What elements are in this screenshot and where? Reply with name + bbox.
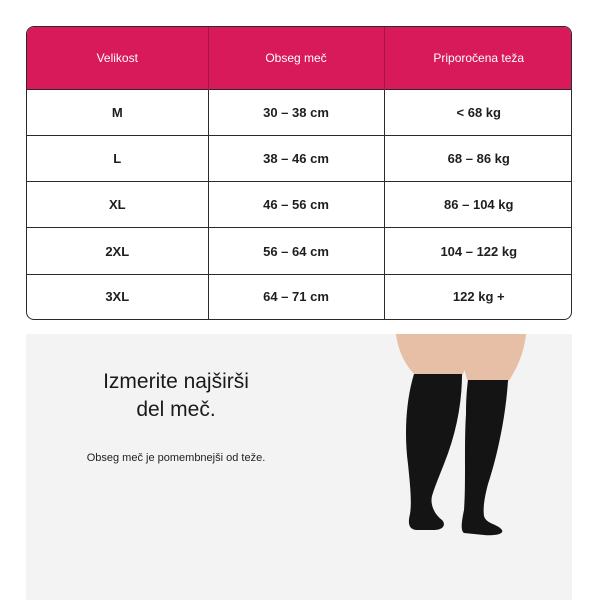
circumference-cell: 64 – 71 cm [208, 274, 384, 319]
back-leg-skin [460, 334, 526, 382]
headline-line-2: del meč. [136, 398, 216, 421]
weight-cell: 122 kg + [384, 274, 572, 319]
table-row [27, 274, 572, 319]
circumference-cell: 56 – 64 cm [208, 228, 384, 274]
weight-cell: 104 – 122 kg [384, 228, 572, 274]
weight-cell: 86 – 104 kg [384, 182, 572, 228]
table-row [27, 228, 572, 274]
table-header-row [27, 27, 572, 90]
front-sock [406, 374, 462, 530]
measure-headline [76, 368, 276, 424]
table-row [27, 136, 572, 182]
header-size: Velikost [27, 27, 208, 90]
measurement-info-panel [26, 334, 572, 600]
size-cell: M [27, 90, 208, 136]
front-leg-skin [396, 334, 469, 376]
size-cell: 3XL [27, 274, 208, 319]
circumference-cell: 30 – 38 cm [208, 90, 384, 136]
weight-cell: 68 – 86 kg [384, 136, 572, 182]
circumference-cell: 38 – 46 cm [208, 136, 384, 182]
size-cell: XL [27, 182, 208, 228]
table-row [27, 182, 572, 228]
size-cell: 2XL [27, 228, 208, 274]
measure-note: Obseg meč je pomembnejši od teže. [86, 452, 266, 464]
size-cell: L [27, 136, 208, 182]
weight-cell: < 68 kg [384, 90, 572, 136]
compression-socks-illustration [356, 334, 546, 600]
circumference-cell: 46 – 56 cm [208, 182, 384, 228]
header-recommended-weight: Priporočena teža [384, 27, 572, 90]
table-row [27, 90, 572, 136]
headline-line-1: Izmerite najširši [103, 370, 249, 393]
size-table [27, 27, 572, 319]
size-chart [26, 26, 572, 320]
back-sock [462, 380, 508, 535]
header-calf-circumference: Obseg meč [208, 27, 384, 90]
